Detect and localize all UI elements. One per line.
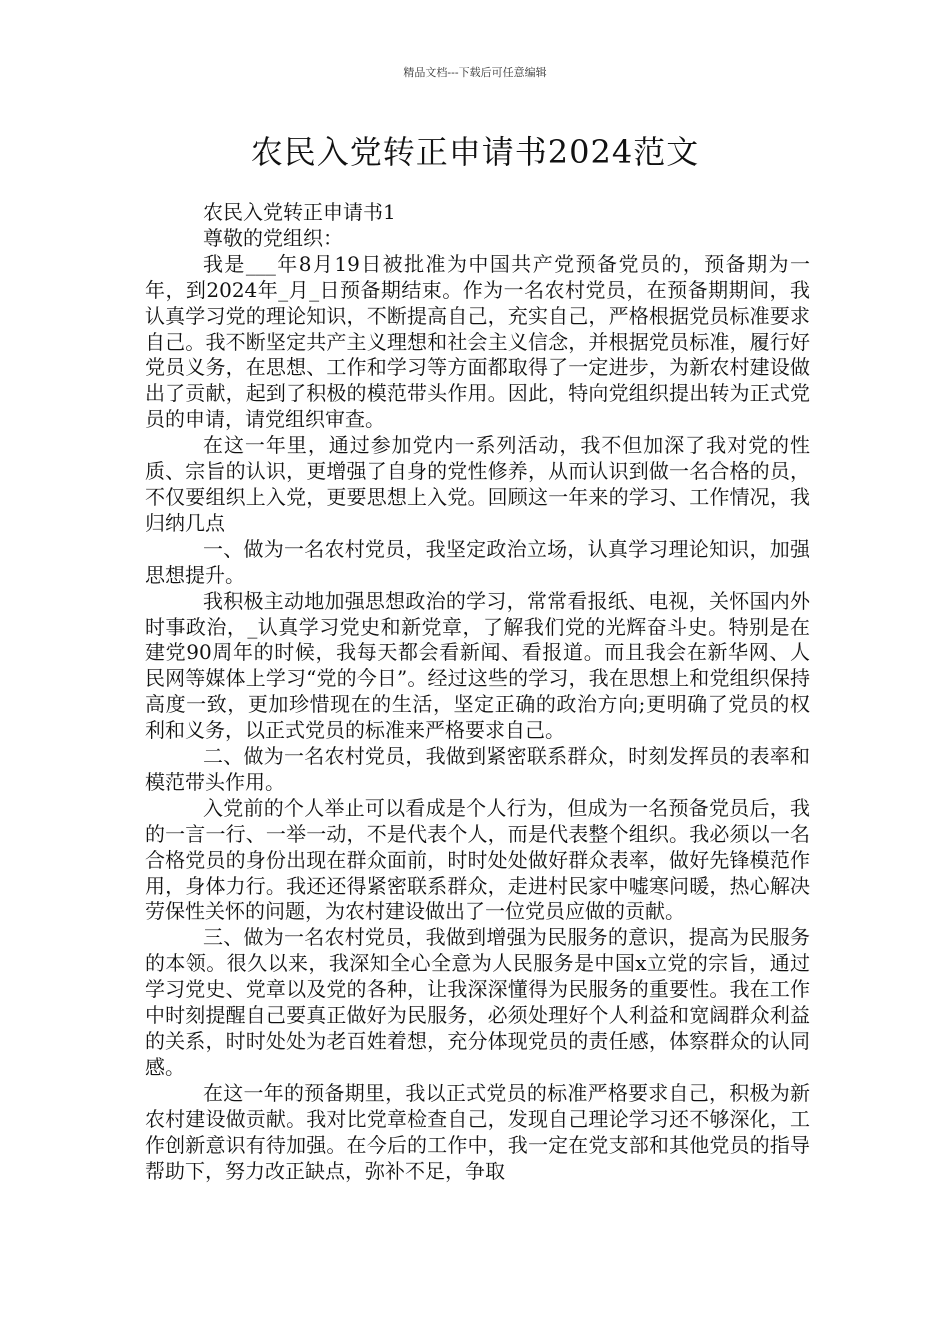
- section-heading-2: 二、做为一名农村党员，我做到紧密联系群众，时刻发挥员的表率和模范带头作用。: [145, 744, 810, 794]
- document-title: 农民入党转正申请书2024范文: [250, 133, 700, 171]
- paragraph: 我是___年8月19日被批准为中国共产党预备党员的，预备期为一年，到2024年_月_日预备期结束。作为一名农村党员，在预备期期间，我认真学习党的理论知识，不断提高自己，充实自己，严格根据党员标准要求自己。我不断坚定共产主义理想和社会主义信念，并根据党员标准，履行好党员义务，在思想、工作和学习等方面都取得了一定进步，为新农村建设做出了贡献，起到了积极的模范带头作用。因此，特向党组织提出转为正式党员的申请，请党组织审查。: [145, 251, 810, 432]
- document-body: [145, 200, 810, 1184]
- paragraph: 在这一年里，通过参加党内一系列活动，我不但加深了我对党的性质、宗旨的认识，更增强了自身的党性修养，从而认识到做一名合格的员，不仅要组织上入党，更要思想上入党。回顾这一年来的学习、工作情况，我归纳几点: [145, 433, 810, 535]
- section-heading-3: 三、做为一名农村党员，我做到增强为民服务的意识，提高为民服务的本领。很久以来，我深知全心全意为人民服务是中国x立党的宗旨，通过学习党史、党章以及党的各种，让我深深懂得为民服务的重要性。我在工作中时刻提醒自己要真正做好为民服务，必须处理好个人利益和宽阔群众利益的关系，时时处处为老百姓着想，充分体现党员的责任感，体察群众的认同感。: [145, 925, 810, 1079]
- paragraph: 在这一年的预备期里，我以正式党员的标准严格要求自己，积极为新农村建设做贡献。我对比党章检查自己，发现自己理论学习还不够深化，工作创新意识有待加强。在今后的工作中，我一定在党支部和其他党员的指导帮助下，努力改正缺点，弥补不足，争取: [145, 1080, 810, 1183]
- paragraph-salutation: 尊敬的党组织：: [203, 225, 343, 250]
- paragraph-subtitle: 农民入党转正申请书1: [203, 200, 396, 224]
- paragraph: 我积极主动地加强思想政治的学习，常常看报纸、电视，关怀国内外时事政治，_认真学习党史和新党章，了解我们党的光辉奋斗史。特别是在建党90周年的时候，我每天都会看新闻、看报道。而且我会在新华网、人民网等媒体上学习“党的今日”。经过这些的学习，我在思想上和党组织保持高度一致，更加珍惜现在的生活，坚定正确的政治方向;更明确了党员的权利和义务，以正式党员的标准来严格要求自己。: [145, 588, 810, 743]
- paragraph: 入党前的个人举止可以看成是个人行为，但成为一名预备党员后，我的一言一行、一举一动，不是代表个人，而是代表整个组织。我必须以一名合格党员的身份出现在群众面前，时时处处做好群众表率，做好先锋模范作用，身体力行。我还还得紧密联系群众，走进村民家中嘘寒问暖，热心解决劳保性关怀的问题，为农村建设做出了一位党员应做的贡献。: [145, 795, 810, 924]
- page-header: 精品文档---下载后可任意编辑: [403, 66, 547, 79]
- section-heading-1: 一、做为一名农村党员，我坚定政治立场，认真学习理论知识，加强思想提升。: [145, 536, 810, 587]
